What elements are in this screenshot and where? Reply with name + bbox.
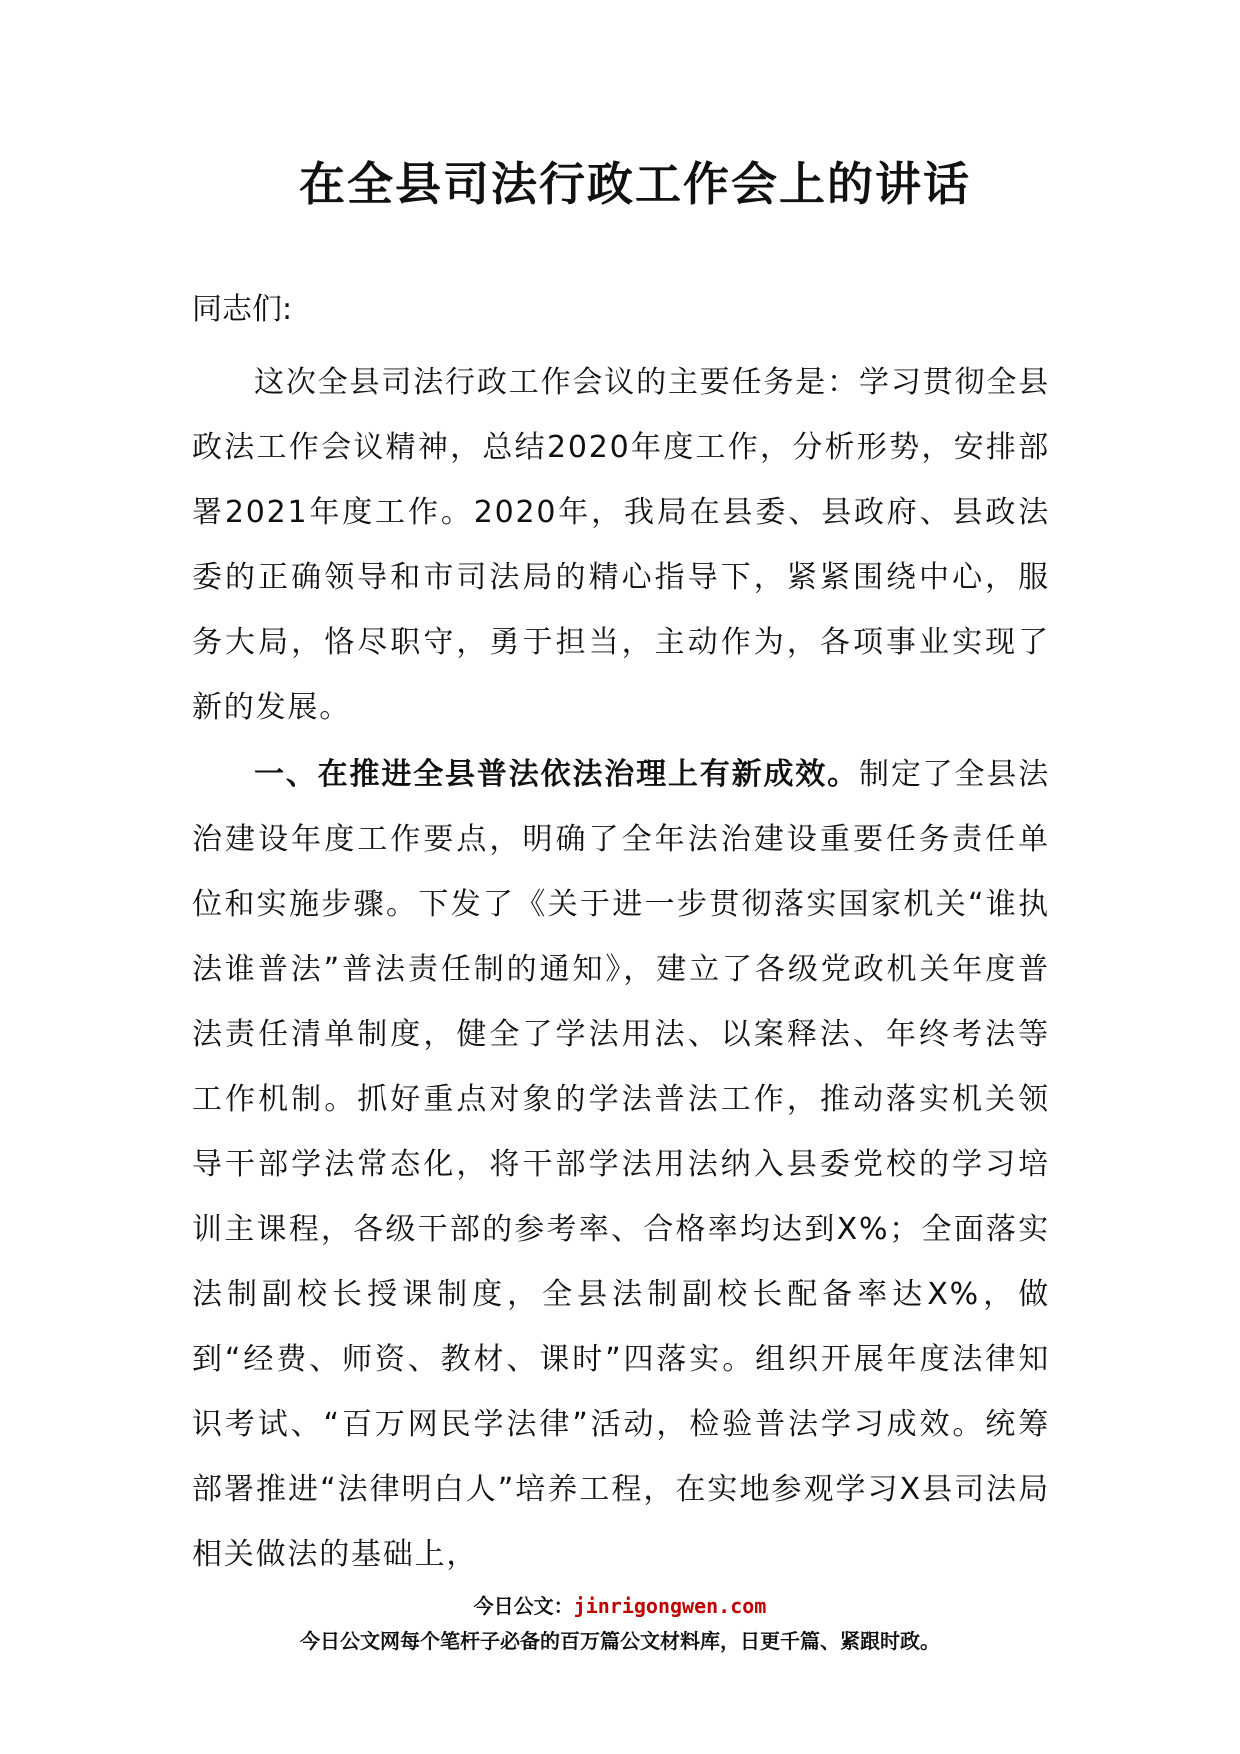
document-title: 在全县司法行政工作会上的讲话 <box>299 157 971 211</box>
section-1-heading: 一、在推进全县普法依法治理上有新成效。 <box>254 757 859 792</box>
footer-url-link[interactable]: jinrigongwen.com <box>573 1594 767 1618</box>
paragraph-intro: 这次全县司法行政工作会议的主要任务是：学习贯彻全县政法工作会议精神，总结2020年度工作，分析形势，安排部署2021年度工作。2020年，我局在县委、县政府、县政法委的正确领导和市司法局的精心指导下，紧紧围绕中心，服务大局，恪尽职守，勇于担当，主动作为，各项事业实现了新的发展。 <box>192 365 1050 725</box>
section-1-body: 制定了全县法治建设年度工作要点，明确了全年法治建设重要任务责任单位和实施步骤。下发了《关于进一步贯彻落实国家机关“谁执法谁普法”普法责任制的通知》，建立了各级党政机关年度普法责任清单制度，健全了学法用法、以案释法、年终考法等工作机制。抓好重点对象的学法普法工作，推动落实机关领导干部学法常态化，将干部学法用法纳入县委党校的学习培训主课程，各级干部的参考率、合格率均达到X%；全面落实法制副校长授课制度，全县法制副校长配备率达X%，做到“经费、师资、教材、课时”四落实。组织开展年度法律知识考试、“百万网民学法律”活动，检验普法学习成效。统筹部署推进“法律明白人”培养工程，在实地参观学习X县司法局相关做法的基础上， <box>192 757 1050 1572</box>
footer-label: 今日公文： <box>473 1594 574 1618</box>
footer-source <box>0 1592 1240 1620</box>
footer-slogan: 今日公文网每个笔杆子必备的百万篇公文材料库，日更千篇、紧跟时政。 <box>300 1629 940 1653</box>
salutation: 同志们: <box>192 292 293 327</box>
paragraph-section-1 <box>192 742 1050 1587</box>
